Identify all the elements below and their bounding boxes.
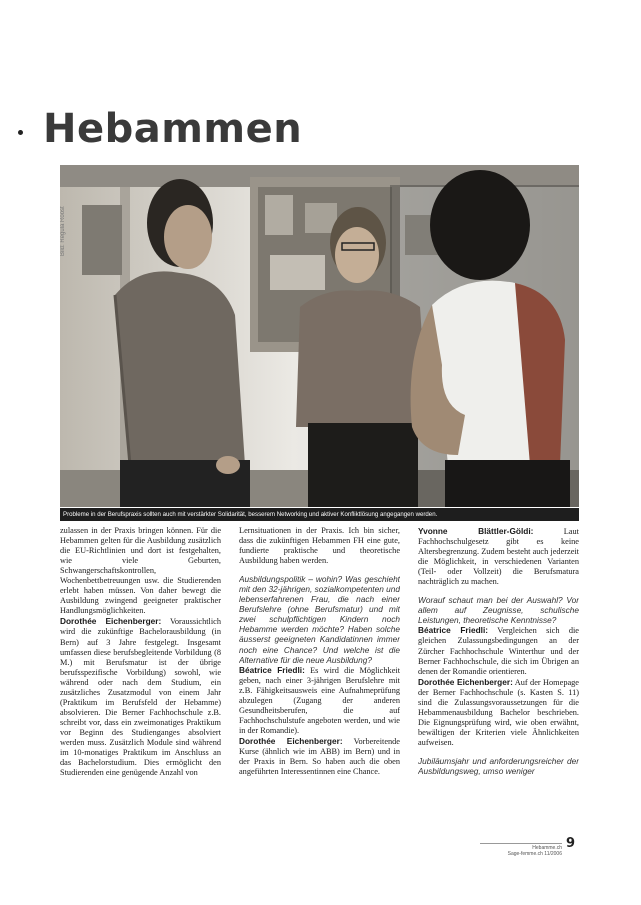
paragraph: Lernsituationen in der Praxis. Ich bin sicher, dass die zukünftigen Hebammen FH eine gute, fundierte praktische und theoretische Ausbildung haben werden. — [239, 526, 400, 566]
paragraph — [239, 736, 400, 777]
title-bullet — [18, 130, 23, 135]
text-column-1 — [60, 526, 221, 846]
page-title: Hebammen — [43, 106, 303, 152]
photo-illustration — [60, 165, 579, 507]
speaker-name: Béatrice Friedli: — [418, 625, 489, 636]
paragraph: zulassen in der Praxis bringen können. Für die Hebammen gelten für die Ausbildung zusätzlich die EU-Richtlinien und dort ist festgehalten, wie viele Geburten, Schwangerschaftskontrollen, Wochenbettbetreuungen usw. die Studierenden erlebt haben müssen. Von daher bewegt die Ausbildung zwingend geeigneter praktischer Handlungsmöglichkeiten. — [60, 526, 221, 616]
paragraph — [418, 526, 579, 587]
speaker-name: Dorothée Eichenberger: — [418, 676, 513, 687]
speaker-name: Dorothée Eichenberger: — [239, 735, 343, 746]
photo-credit: Bild: Regula Roost — [60, 206, 66, 256]
text-column-2 — [239, 526, 400, 846]
interview-question: Worauf schaut man bei der Auswahl? Vor allem auf Zeugnisse, schulische Leistungen, theoretische Kenntnisse? — [418, 595, 579, 626]
article-photo — [60, 165, 579, 507]
footer-rule — [480, 843, 562, 844]
paragraph-text: Es wird die Möglichkeit geben, nach einer 3-jährigen Berufslehre mit z.B. Fähigkeitsausweis eine Aufnahmeprüfung abzulegen (Zugang der anderen Gesundheitsberufen, die auf Fachhochschulstufe angeboten werden, und wie in der Romandie). — [239, 665, 400, 735]
paragraph-text: Laut Fachhochschulgesetz gibt es keine Altersbegrenzung. Zudem besteht auch jederzeit die Möglichkeit, in verschiedenen Varianten (Teil- oder Vollzeit) die Berufsmatura nachträglich zu machen. — [418, 527, 579, 587]
speaker-name: Dorothée Eichenberger: — [60, 616, 162, 627]
interview-question: Ausbildungspolitik – wohin? Was geschieht mit den 32-jährigen, sozialkompetenten und lebenserfahrenen Frau, die nach einer Berufslehre (ohne Berufsmatur) und mit zwei schulpflichtigen Kindern noch Hebamme werden möchte? Haben solche äusserst geeigneten Kandidatinnen immer noch eine Chance? Und welche ist die Alternative für die neue Ausbildung? — [239, 574, 400, 665]
page-number: 9 — [566, 836, 576, 851]
publication-footer — [462, 845, 562, 857]
photo-caption: Probleme in der Berufspraxis sollten auch mit verstärkter Solidarität, besserem Networking und aktiver Konfliktlösung angegangen werden. — [60, 508, 579, 521]
interview-question: Jubiläumsjahr und anforderungsreicher der Ausbildungsweg, umso weniger — [418, 755, 579, 777]
paragraph-text: Auf der Homepage der Berner Fachhochschule (s. Kasten S. 11) sind die Zulassungsvoraussetzungen für die Hebammenausbildung Bachelor beschrieben. Die Eignungsprüfung wird, wie oben erwähnt, bewältigen der Kriterien viele Ähnlichkeiten aufweisen. — [418, 677, 579, 747]
paragraph — [60, 616, 221, 778]
text-column-3 — [418, 526, 579, 846]
paragraph-text: Vergleichen sich die gleichen Zulassungsbedingungen an der Zürcher Fachhochschule Winterthur und der Berner Fachhochschule, die sich im Übrigen an denen der Romandie orientieren. — [418, 626, 579, 676]
paragraph — [418, 625, 579, 676]
paragraph-text: Voraussichtlich wird die zukünftige Bachelorausbildung (in Bern) auf 3 Jahre festgelegt. Insgesamt umfassen diese berufsbegleitende Vorbildung (8 M.) mit Berufsmatur ist der übrige berufsspezifische Vorbildung) sowohl, wie während oder nach dem Studium, ein zusätzliches Zusatzmodul von einem Jahr (Praktikum im Berufsfeld der Hebamme) absolvieren. Die Berner Fachhochschule z.B. schreibt vor, dass ein zweimonatiges Praktikum vor Beginn des Studienganges absolviert werden muss. Zusätzlich Module sind während im 10-monatiges Praktikum im Anschluss an das Bachelorstudium. Dies ermöglicht den Studierenden eine genügende Anzahl von — [60, 617, 221, 778]
speaker-name: Yvonne Blättler-Göldi: — [418, 526, 534, 536]
paragraph-text: Vorbereitende Kurse (ähnlich wie im ABB) im Bern) und in der Praxis in Bern. So haben auch die oben angeführten Interessentinnen eine Chance. — [239, 736, 400, 777]
publication-name: Hebamme.ch — [532, 845, 562, 851]
speaker-name: Béatrice Friedli: — [239, 664, 305, 675]
paragraph — [418, 677, 579, 748]
paragraph — [239, 665, 400, 736]
publication-issue: Sage-femme.ch 11/2006 — [507, 851, 562, 857]
